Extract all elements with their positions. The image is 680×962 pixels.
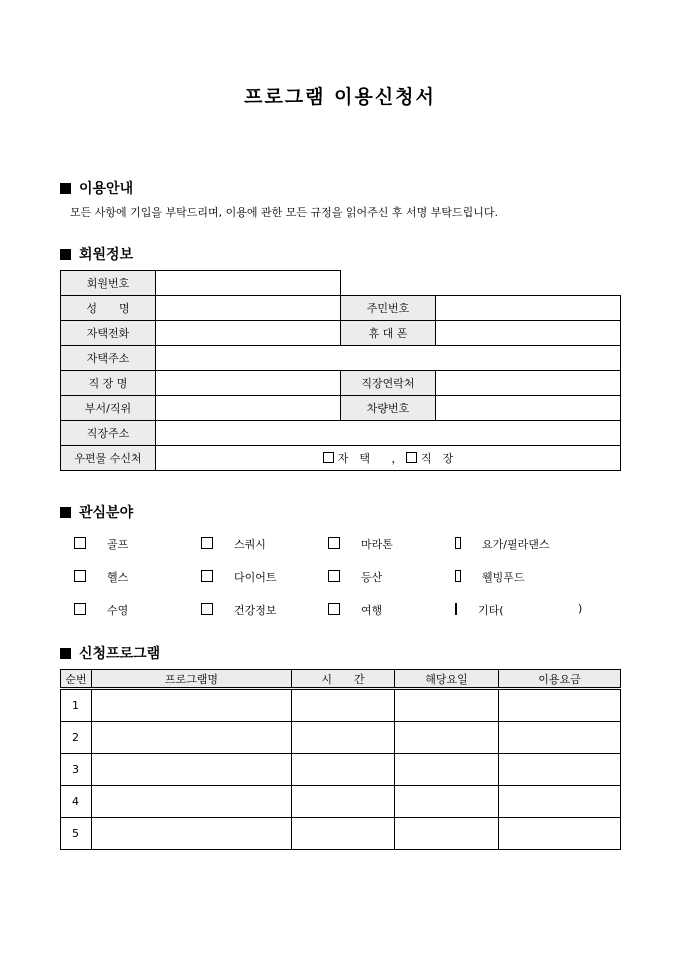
table-row xyxy=(61,786,621,818)
section-heading-programs xyxy=(60,643,160,663)
time-cell[interactable] xyxy=(292,689,395,722)
label-car-no: 차량번호 xyxy=(341,396,436,421)
fee-cell[interactable] xyxy=(499,818,621,850)
interest-checkbox[interactable] xyxy=(328,603,340,615)
row-number: 3 xyxy=(61,754,92,786)
fee-cell[interactable] xyxy=(499,689,621,722)
mail-work-checkbox[interactable] xyxy=(406,452,417,463)
header-no: 순번 xyxy=(61,670,92,689)
program-name-cell[interactable] xyxy=(92,754,292,786)
day-cell[interactable] xyxy=(395,722,499,754)
name-field[interactable] xyxy=(156,296,341,321)
day-cell[interactable] xyxy=(395,689,499,722)
program-name-cell[interactable] xyxy=(92,722,292,754)
interest-checkbox[interactable] xyxy=(455,537,461,549)
interest-label: 등산 xyxy=(361,571,383,584)
interest-checkbox[interactable] xyxy=(455,603,457,615)
label-work-phone: 직장연락처 xyxy=(341,371,436,396)
interest-label-other: 기타( xyxy=(478,604,504,617)
interest-label: 건강정보 xyxy=(234,604,277,617)
table-row xyxy=(61,818,621,850)
table-row xyxy=(61,722,621,754)
member-no-field[interactable] xyxy=(156,271,341,296)
mail-work-label: 직 장 xyxy=(421,452,454,465)
interest-checkbox[interactable] xyxy=(74,537,86,549)
other-interest-close: ) xyxy=(578,602,583,615)
mail-home-checkbox[interactable] xyxy=(323,452,334,463)
header-time: 시 간 xyxy=(292,670,395,689)
interest-checkbox[interactable] xyxy=(328,570,340,582)
interest-label: 마라톤 xyxy=(361,538,393,551)
mail-separator: ， xyxy=(391,452,403,465)
day-cell[interactable] xyxy=(395,754,499,786)
interest-checkbox[interactable] xyxy=(201,603,213,615)
label-mail-to: 우편물 수신처 xyxy=(61,446,156,471)
resident-no-field[interactable] xyxy=(436,296,621,321)
workplace-field[interactable] xyxy=(156,371,341,396)
interest-checkbox[interactable] xyxy=(201,570,213,582)
interest-label: 골프 xyxy=(107,538,129,551)
day-cell[interactable] xyxy=(395,818,499,850)
home-address-field[interactable] xyxy=(156,346,621,371)
section-heading-member xyxy=(60,244,133,264)
label-member-no: 회원번호 xyxy=(61,271,156,296)
mail-home-label: 자 택 xyxy=(337,452,370,465)
interest-checkbox[interactable] xyxy=(201,537,213,549)
interest-label: 여행 xyxy=(361,604,383,617)
car-no-field[interactable] xyxy=(436,396,621,421)
time-cell[interactable] xyxy=(292,818,395,850)
label-dept: 부서/직위 xyxy=(61,396,156,421)
square-bullet-icon xyxy=(60,183,71,194)
square-bullet-icon xyxy=(60,648,71,659)
interest-row xyxy=(74,569,582,602)
section-title-guide: 이용안내 xyxy=(79,181,134,197)
label-workplace: 직 장 명 xyxy=(61,371,156,396)
table-row xyxy=(61,754,621,786)
row-number: 1 xyxy=(61,689,92,722)
section-title-programs: 신청프로그램 xyxy=(79,646,161,662)
interest-label: 요가/필라댄스 xyxy=(482,538,550,551)
interest-label: 수영 xyxy=(107,604,129,617)
section-title-interests: 관심분야 xyxy=(79,505,134,521)
mobile-field[interactable] xyxy=(436,321,621,346)
program-name-cell[interactable] xyxy=(92,818,292,850)
member-info-table xyxy=(60,270,621,471)
label-home-phone: 자택전화 xyxy=(61,321,156,346)
interest-checkbox[interactable] xyxy=(328,537,340,549)
home-phone-field[interactable] xyxy=(156,321,341,346)
label-work-address: 직장주소 xyxy=(61,421,156,446)
page-title: 프로그램 이용신청서 xyxy=(244,86,436,108)
interest-checkbox[interactable] xyxy=(455,570,461,582)
header-day: 해당요일 xyxy=(395,670,499,689)
guide-notice: 모든 사항에 기입을 부탁드리며, 이용에 관한 모든 규정을 읽어주신 후 서명 부탁드립니다. xyxy=(70,206,498,219)
table-row xyxy=(61,689,621,722)
fee-cell[interactable] xyxy=(499,786,621,818)
label-resident-no: 주민번호 xyxy=(341,296,436,321)
work-phone-field[interactable] xyxy=(436,371,621,396)
row-number: 5 xyxy=(61,818,92,850)
day-cell[interactable] xyxy=(395,786,499,818)
interest-label: 다이어트 xyxy=(234,571,277,584)
interest-label: 스쿼시 xyxy=(234,538,266,551)
fee-cell[interactable] xyxy=(499,754,621,786)
label-name: 성 명 xyxy=(61,296,156,321)
section-title-member: 회원정보 xyxy=(79,247,134,263)
fee-cell[interactable] xyxy=(499,722,621,754)
interest-row xyxy=(74,536,582,569)
section-heading-guide xyxy=(60,178,133,198)
label-mobile: 휴 대 폰 xyxy=(341,321,436,346)
interest-row xyxy=(74,602,582,635)
program-name-cell[interactable] xyxy=(92,786,292,818)
work-address-field[interactable] xyxy=(156,421,621,446)
square-bullet-icon xyxy=(60,507,71,518)
interest-label: 헬스 xyxy=(107,571,129,584)
interest-grid xyxy=(74,536,582,635)
square-bullet-icon xyxy=(60,249,71,260)
row-number: 4 xyxy=(61,786,92,818)
header-fee: 이용요금 xyxy=(499,670,621,689)
time-cell[interactable] xyxy=(292,722,395,754)
section-heading-interests xyxy=(60,502,133,522)
dept-field[interactable] xyxy=(156,396,341,421)
program-name-cell[interactable] xyxy=(92,689,292,722)
row-number: 2 xyxy=(61,722,92,754)
interest-checkbox[interactable] xyxy=(74,603,86,615)
time-cell[interactable] xyxy=(292,786,395,818)
label-home-address: 자택주소 xyxy=(61,346,156,371)
mail-to-options xyxy=(156,446,621,471)
header-program-name: 프로그램명 xyxy=(92,670,292,689)
interest-checkbox[interactable] xyxy=(74,570,86,582)
interest-label: 웰빙푸드 xyxy=(482,571,525,584)
program-table xyxy=(60,669,621,850)
time-cell[interactable] xyxy=(292,754,395,786)
